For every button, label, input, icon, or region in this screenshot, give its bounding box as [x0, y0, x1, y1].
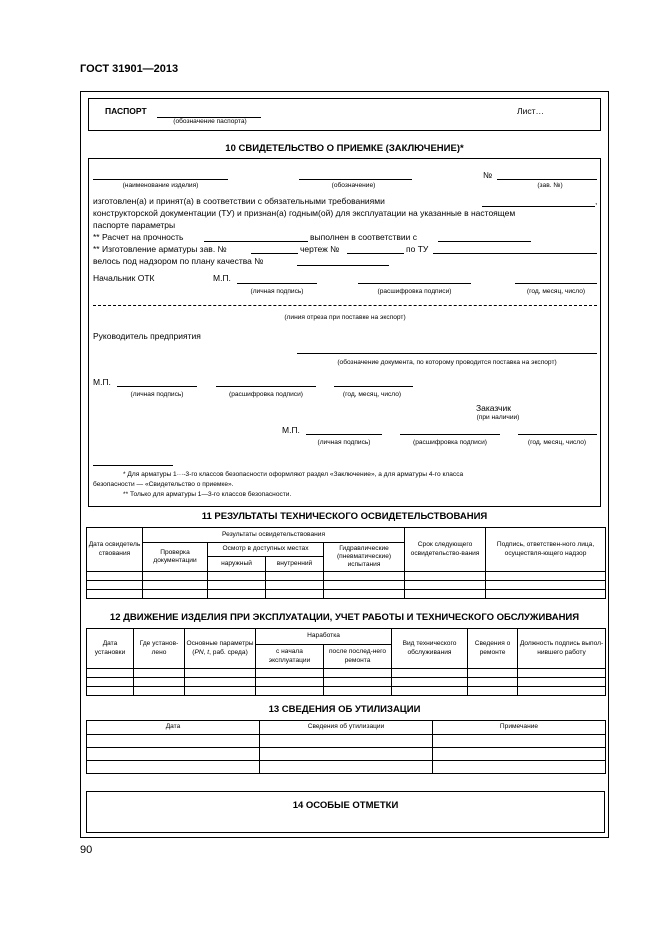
col-disposal-info: Сведения об утилизации — [260, 721, 433, 735]
director-label: Руководитель предприятия — [93, 331, 201, 341]
manufacture-label: ** Изготовление арматуры зав. № — [93, 244, 227, 254]
document-header: ГОСТ 31901—2013 — [80, 63, 179, 75]
footnote-separator — [93, 465, 173, 466]
customer-caption: (при наличии) — [476, 414, 520, 421]
col-performer: Должность подпись выпол-нившего работу — [518, 629, 606, 669]
col-install-date: Дата установки — [87, 629, 134, 669]
cut-line-caption: (линия отреза при поставке на экспорт) — [284, 314, 406, 321]
col-inner: внутренний — [266, 557, 324, 572]
col-main-params: Основные параметры (PN, t, раб. среда) — [185, 629, 256, 669]
sheet-label: Лист… — [517, 106, 544, 116]
table-row — [87, 735, 606, 748]
director-stamp: М.П. — [93, 377, 111, 387]
otk-decode-caption: (расшифровка подписи) — [377, 288, 452, 295]
table-row — [87, 678, 606, 687]
footnote-2: ** Только для арматуры 1—3-го классов безопасности. — [123, 491, 292, 498]
col-disposal-note: Примечание — [433, 721, 606, 735]
table-row — [87, 687, 606, 696]
accept-text-3: паспорте параметры — [93, 220, 176, 230]
disposal-table — [86, 720, 606, 774]
col-install-place: Где установ-лено — [134, 629, 185, 669]
section-14-title: 14 ОСОБЫЕ ОТМЕТКИ — [292, 800, 399, 811]
section-12-title: 12 ДВИЖЕНИЕ ИЗДЕЛИЯ ПРИ ЭКСПЛУАТАЦИИ, УЧЕТ РАБОТЫ И ТЕХНИЧЕСКОГО ОБСЛУЖИВАНИЯ — [109, 612, 580, 623]
otk-decode-line — [358, 283, 471, 284]
customer-label: Заказчик — [476, 403, 511, 413]
drawing-label: чертеж № — [300, 244, 340, 254]
spec-line — [433, 253, 597, 254]
table-row — [87, 581, 606, 590]
page-number: 90 — [80, 844, 93, 856]
otk-sign-caption: (личная подпись) — [250, 288, 304, 295]
col-outer: наружный — [208, 557, 266, 572]
designation-line — [299, 179, 412, 180]
strength-calc-line — [204, 241, 308, 242]
customer-decode-caption: (расшифровка подписи) — [413, 439, 487, 446]
col-doc-check: Проверка документации — [143, 543, 208, 572]
caption-designation: (обозначение) — [331, 182, 376, 189]
inspection-table — [86, 527, 606, 599]
director-date-caption: (год, месяц, число) — [342, 391, 402, 398]
table-row — [87, 748, 606, 761]
director-sign-caption: (личная подпись) — [130, 391, 184, 398]
otk-date-line — [515, 283, 597, 284]
quality-plan-line — [297, 265, 389, 266]
director-date-line — [334, 386, 413, 387]
accept-text-2: конструкторской документации (ТУ) и признан(а) годным(ой) для эксплуатации на указанные в настоящем — [93, 208, 516, 218]
caption-serial: (зав. №) — [537, 182, 563, 189]
caption-product-name: (наименование изделия) — [122, 182, 199, 189]
section-14-box — [86, 791, 605, 833]
section-10-title: 10 СВИДЕТЕЛЬСТВО О ПРИЕМКЕ (ЗАКЛЮЧЕНИЕ)* — [225, 143, 464, 154]
customer-decode-line — [400, 434, 500, 435]
footnote-1b: безопасности — «Свидетельство о приемке». — [93, 481, 234, 488]
director-sign-line — [117, 386, 197, 387]
product-name-line — [93, 179, 228, 180]
factory-number-line — [251, 253, 298, 254]
passport-label: ПАСПОРТ — [105, 106, 147, 116]
section-13-title: 13 СВЕДЕНИЯ ОБ УТИЛИЗАЦИИ — [268, 704, 421, 715]
otk-stamp: М.П. — [213, 273, 231, 283]
col-service-type: Вид технического обслуживания — [392, 629, 468, 669]
drawing-line — [347, 253, 404, 254]
table-row — [87, 669, 606, 678]
strength-calc-text: выполнен в соответствии с — [310, 232, 418, 242]
accept-text-1: изготовлен(а) и принят(а) в соответствии с обязательными требованиями — [93, 196, 385, 206]
customer-sign-line — [306, 434, 382, 435]
customer-sign-caption: (личная подпись) — [317, 439, 371, 446]
col-since-start: с начала эксплуатации — [256, 645, 324, 669]
cut-line — [93, 305, 597, 306]
strength-calc-label: ** Расчет на прочность — [93, 232, 184, 242]
col-next-inspection: Срок следующего освидетельство-вания — [405, 528, 486, 572]
otk-head-label: Начальник ОТК — [93, 273, 155, 283]
col-since-repair: после послед-него ремонта — [324, 645, 392, 669]
col-disposal-date: Дата — [87, 721, 260, 735]
col-supervisor-sign: Подпись, ответствен-ного лица, осуществля-ющего надзор — [486, 528, 606, 572]
passport-caption: (обозначение паспорта) — [173, 118, 247, 125]
table-row — [87, 590, 606, 599]
col-repair-info: Сведения о ремонте — [468, 629, 518, 669]
col-visual-inspection: Осмотр в доступных местах — [208, 543, 324, 557]
table-row — [87, 572, 606, 581]
col-inspection-results: Результаты освидетельствования — [143, 528, 405, 543]
export-doc-caption: (обозначение документа, по которому проводится поставка на экспорт) — [337, 359, 557, 366]
customer-stamp: М.П. — [282, 425, 300, 435]
customer-date-line — [518, 434, 597, 435]
otk-date-caption: (год, месяц, число) — [526, 288, 586, 295]
serial-line — [497, 179, 597, 180]
export-doc-line — [297, 353, 597, 354]
number-sign: № — [483, 170, 493, 180]
operation-table — [86, 628, 606, 696]
director-decode-line — [216, 386, 316, 387]
table-row — [87, 761, 606, 774]
quality-plan-label: велось под надзором по плану качества № — [93, 256, 264, 266]
otk-sign-line — [237, 283, 317, 284]
col-inspection-date: Дата освидетель ствования — [87, 528, 143, 572]
section-11-title: 11 РЕЗУЛЬТАТЫ ТЕХНИЧЕСКОГО ОСВИДЕТЕЛЬСТВОВАНИЯ — [201, 511, 488, 522]
requirements-line — [482, 206, 595, 207]
spec-label: по ТУ — [406, 244, 429, 254]
col-hydro-test: Гидравлические (пневматические) испытания — [324, 543, 405, 572]
customer-date-caption: (год, месяц, число) — [527, 439, 587, 446]
strength-standard-line — [438, 241, 531, 242]
director-decode-caption: (расшифровка подписи) — [229, 391, 303, 398]
footnote-1a: * Для арматуры 1···-3-го классов безопасности оформляют раздел «Заключение», а для арматуры 4-го класса — [123, 471, 464, 478]
comma: , — [595, 196, 598, 206]
col-operating-hours: Наработка — [256, 629, 392, 645]
